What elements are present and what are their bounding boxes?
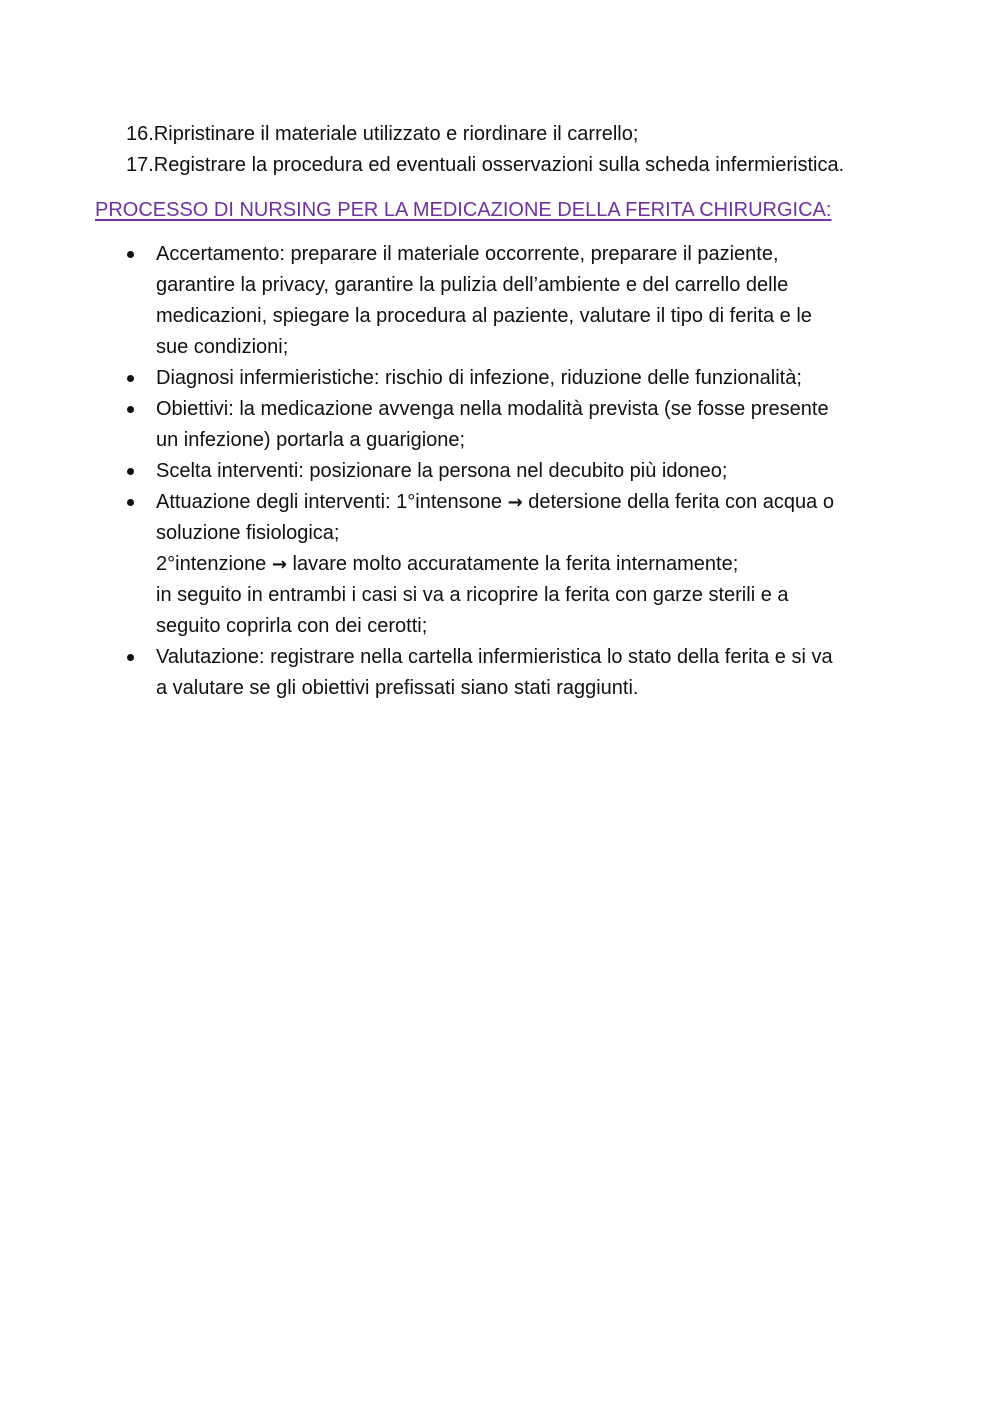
bullet-icon: [127, 375, 134, 382]
text-line: sue condizioni;: [156, 336, 289, 358]
numbered-list: [126, 119, 926, 181]
text-line: un infezione) portarla a guarigione;: [156, 429, 466, 451]
text-line: [156, 549, 916, 580]
list-item-16: 16.Ripristinare il materiale utilizzato e riordinare il carrello;: [126, 123, 639, 145]
bullet-icon: [127, 468, 134, 475]
bullet-icon: [127, 251, 134, 258]
bullet-accertamento: [126, 239, 916, 363]
text-line: soluzione fisiologica;: [156, 522, 340, 544]
bullet-obiettivi: [126, 394, 916, 456]
bullet-valutazione: [126, 642, 916, 704]
text-segment: lavare molto accuratamente la ferita internamente;: [286, 553, 739, 575]
text-line: Obiettivi: la medicazione avvenga nella modalità prevista (se fosse presente: [156, 398, 829, 420]
text-line: garantire la privacy, garantire la pulizia dell’ambiente e del carrello delle: [156, 274, 789, 296]
arrow-right-icon: →: [507, 492, 523, 513]
text-line: Accertamento: preparare il materiale occorrente, preparare il paziente,: [156, 243, 779, 265]
arrow-right-icon: →: [271, 554, 287, 575]
text-line: Valutazione: registrare nella cartella infermieristica lo stato della ferita e si va: [156, 646, 833, 668]
text-line: medicazioni, spiegare la procedura al paziente, valutare il tipo di ferita e le: [156, 305, 812, 327]
text-line: in seguito in entrambi i casi si va a ricoprire la ferita con garze sterili e a: [156, 584, 789, 606]
list-item-17: 17.Registrare la procedura ed eventuali osservazioni sulla scheda infermieristica.: [126, 154, 845, 176]
bullet-icon: [127, 654, 134, 661]
bullet-attuazione: [126, 487, 916, 642]
text-line: Scelta interventi: posizionare la persona nel decubito più idoneo;: [156, 460, 728, 482]
bullet-scelta: [126, 456, 916, 487]
text-line: a valutare se gli obiettivi prefissati siano stati raggiunti.: [156, 677, 639, 699]
nursing-process-list: [126, 239, 916, 704]
bullet-diagnosi: [126, 363, 916, 394]
bullet-icon: [127, 499, 134, 506]
text-segment: Attuazione degli interventi: 1°intensone: [156, 491, 508, 513]
text-line: Diagnosi infermieristiche: rischio di infezione, riduzione delle funzionalità;: [156, 367, 802, 389]
text-line: [156, 487, 916, 518]
bullet-icon: [127, 406, 134, 413]
text-segment: detersione della ferita con acqua o: [522, 491, 834, 513]
section-heading: PROCESSO DI NURSING PER LA MEDICAZIONE DELLA FERITA CHIRURGICA:: [95, 199, 832, 221]
text-line: seguito coprirla con dei cerotti;: [156, 615, 428, 637]
text-segment: 2°intenzione: [156, 553, 272, 575]
